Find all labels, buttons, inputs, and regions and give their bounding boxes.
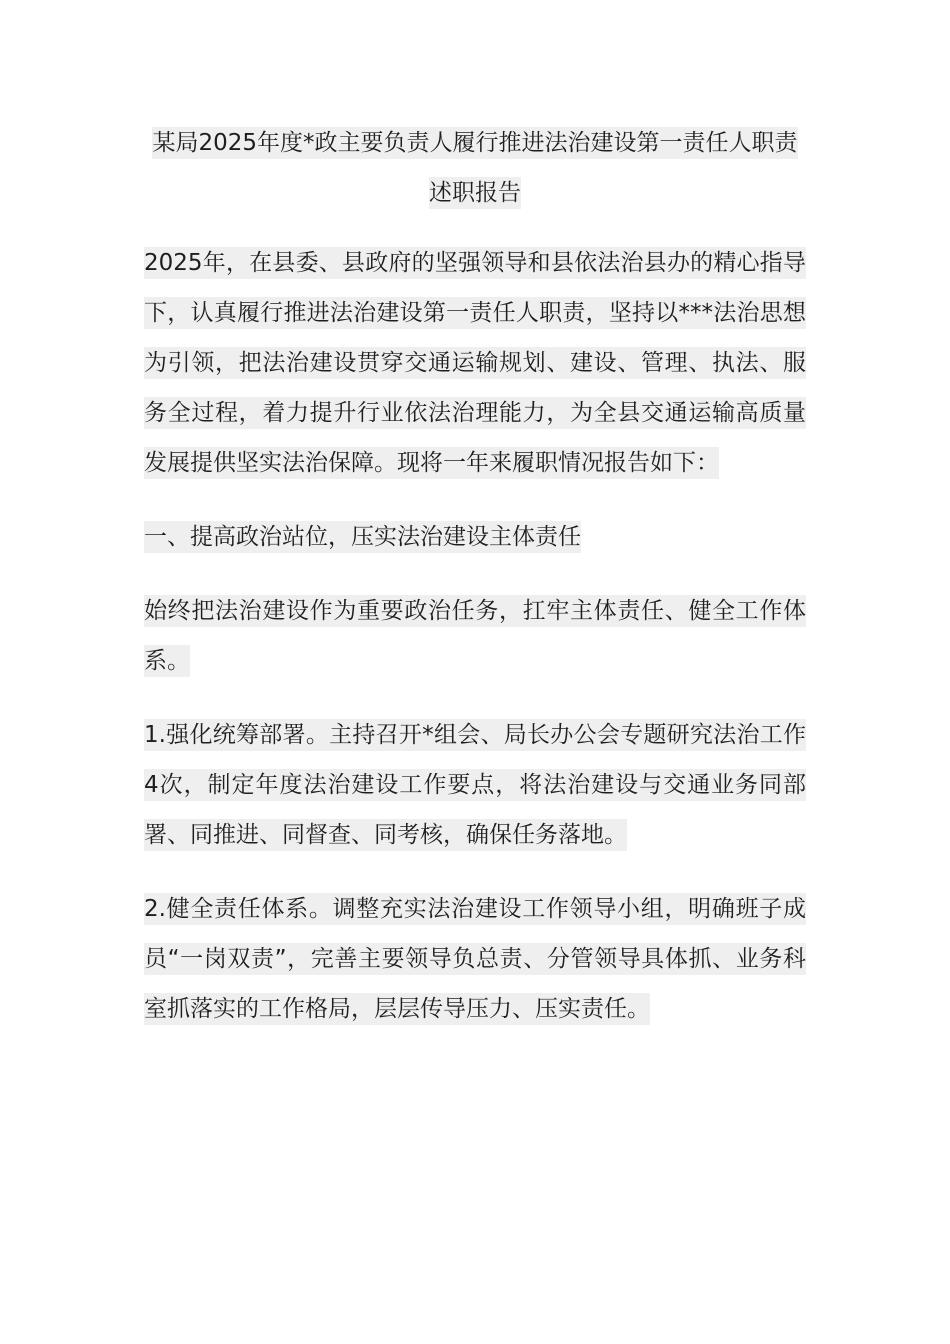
section-1-item-1 bbox=[144, 710, 806, 860]
section-1-item-2-text: 2.健全责任体系。调整充实法治建设工作领导小组，明确班子成员“一岗双责”，完善主要领导负总责、分管领导具体抓、业务科室抓落实的工作格局，层层传导压力、压实责任。 bbox=[144, 893, 806, 1025]
document-body bbox=[144, 118, 806, 1058]
section-1-item-2 bbox=[144, 884, 806, 1034]
section-1-lead-text: 始终把法治建设作为重要政治任务，扛牢主体责任、健全工作体系。 bbox=[144, 595, 806, 677]
intro-paragraph bbox=[144, 238, 806, 488]
section-heading-1 bbox=[144, 512, 806, 562]
document-title bbox=[144, 118, 806, 218]
section-1-lead-paragraph bbox=[144, 586, 806, 686]
section-1-item-1-text: 1.强化统筹部署。主持召开*组会、局长办公会专题研究法治工作4次，制定年度法治建设工作要点，将法治建设与交通业务同部署、同推进、同督查、同考核，确保任务落地。 bbox=[144, 719, 806, 851]
section-heading-1-text: 一、提高政治站位，压实法治建设主体责任 bbox=[144, 521, 581, 553]
intro-text: 2025年，在县委、县政府的坚强领导和县依法治县办的精心指导下，认真履行推进法治建设第一责任人职责，坚持以***法治思想为引领，把法治建设贯穿交通运输规划、建设、管理、执法、服务全过程，着力提升行业依法治理能力，为全县交通运输高质量发展提供坚实法治保障。现将一年来履职情况报告如下： bbox=[144, 247, 806, 479]
document-title-text: 某局2025年度*政主要负责人履行推进法治建设第一责任人职责述职报告 bbox=[152, 127, 797, 209]
